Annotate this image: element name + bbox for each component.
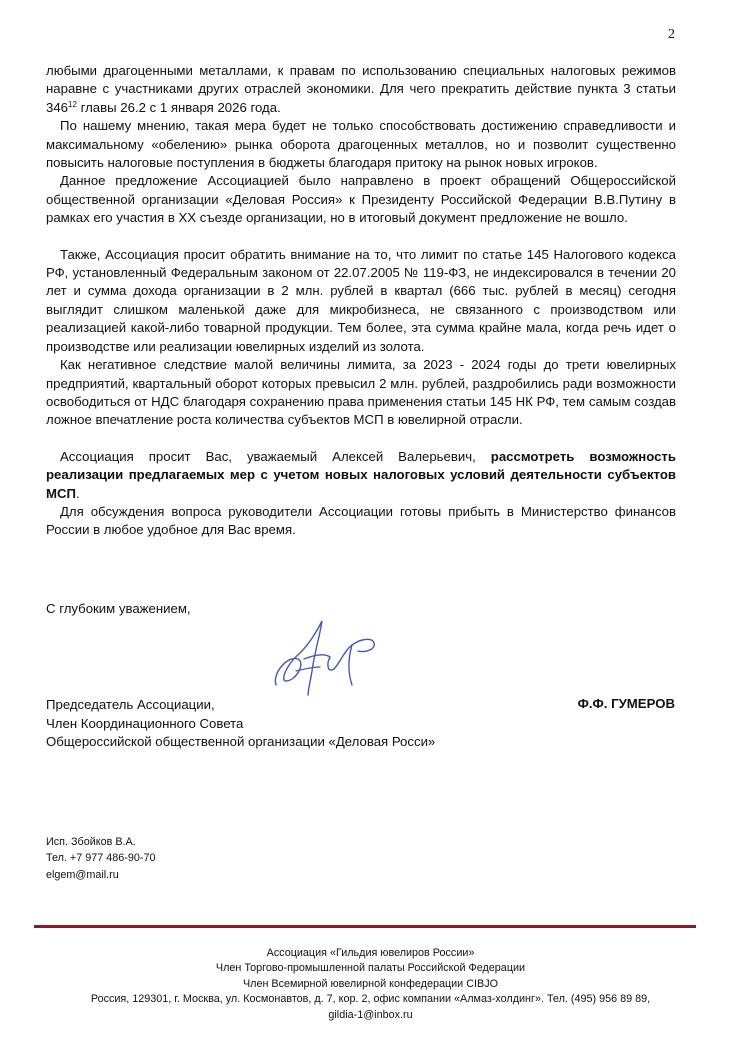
page-number: 2 [668,27,675,42]
executor-email: elgem@mail.ru [46,868,119,881]
executor-block [46,834,155,883]
paragraph-2: По нашему мнению, такая мера будет не только способствовать достижению справедливости и максимальному «обелению» рынка оборота драгоценных металлов, но и позволит существенно повысить налоговые поступления в бюджеты благодаря притоку на рынок новых игроков. [46,118,676,171]
paragraph-7: Для обсуждения вопроса руководители Ассоциации готовы прибыть в Министерство финансов России в любое удобное для Вас время. [46,503,676,538]
footer-divider [34,925,696,928]
footer-membership-cibjo: Член Всемирной ювелирной конфедерации CIBJO [242,977,499,990]
signatory-title [46,696,435,752]
paragraph-1-tail: главы 26.2 с 1 января 2026 года. [76,99,281,115]
handwritten-signature-icon [268,615,388,697]
executor-name: Исп. Збойков В.А. [46,836,136,848]
executor-phone: Тел. +7 977 486-90-70 [46,852,156,865]
letterhead-footer [0,946,741,1023]
paragraph-5: Как негативное следствие малой величины лимита, за 2023 - 2024 годы до трети ювелирных предприятий, квартальный оборот которых превысил 2 млн. рублей, раздробились ради возможности освободиться от НДС благодаря сохранению права применения статьи 145 НК РФ, тем самым создав ложное впечатление роста количества субъектов МСП в ювелирной отрасли. [46,357,676,428]
paragraph-1-text: любыми драгоценными металлами, к правам по использованию специальных налоговых режимов наравне с участниками других отраслей экономики. Для чего прекратить действие пункта 3 статьи 346 [46,63,676,115]
paragraph-3: Данное предложение Ассоциацией было направлено в проект обращений Общероссийской общественной организации «Деловая Россия» к Президенту Российской Федерации В.В.Путину в рамках его участия в XX съезде организации, но в итоговый документ предложение не вошло. [46,173,676,226]
closing-salutation: С глубоким уважением, [46,601,191,616]
paragraph-1 [46,62,676,117]
footer-address: Россия, 129301, г. Москва, ул. Космонавтов, д. 7, кор. 2, офис компании «Алмаз-холдинг». Тел. (495) 956 89 89, [90,993,651,1006]
signatory-position: Председатель Ассоциации, [46,697,215,712]
paragraph-6-tail: . [76,485,80,501]
superscript-12: 12 [68,99,77,109]
letter-body [46,62,676,540]
paragraph-6 [46,448,676,503]
paragraph-4: Также, Ассоциация просит обратить внимание на то, что лимит по статье 145 Налогового кодекса РФ, установленный Федеральным законом от 22.07.2005 № 119-ФЗ, не индексировался в течении 20 лет и сумма дохода организации в 2 млн. рублей в квартал (666 тыс. рублей в месяц) сегодня выглядит слишком маленькой даже для микробизнеса, не связанного с производством или реализацией какой-либо товарной продукции. Тем более, эта сумма крайне мала, когда речь идет о производстве или реализации ювелирных изделий из золота. [46,246,676,354]
request-emphasis: рассмотреть возможность реализации предлагаемых мер с учетом новых налоговых условий деятельности субъектов МСП [46,448,676,501]
signatory-name: Ф.Ф. ГУМЕРОВ [577,696,675,711]
signatory-organization: Общероссийской общественной организации «Деловая Росси» [46,734,436,749]
footer-association: Ассоциация «Гильдия ювелиров России» [266,947,475,959]
footer-email: gildia-1@inbox.ru [328,1008,413,1021]
paragraph-6-text: Ассоциация просит Вас, уважаемый Алексей Валерьевич, [60,448,491,464]
signatory-council: Член Координационного Совета [46,715,244,731]
footer-membership-chamber: Член Торгово-промышленной палаты Российской Федерации [215,962,526,975]
